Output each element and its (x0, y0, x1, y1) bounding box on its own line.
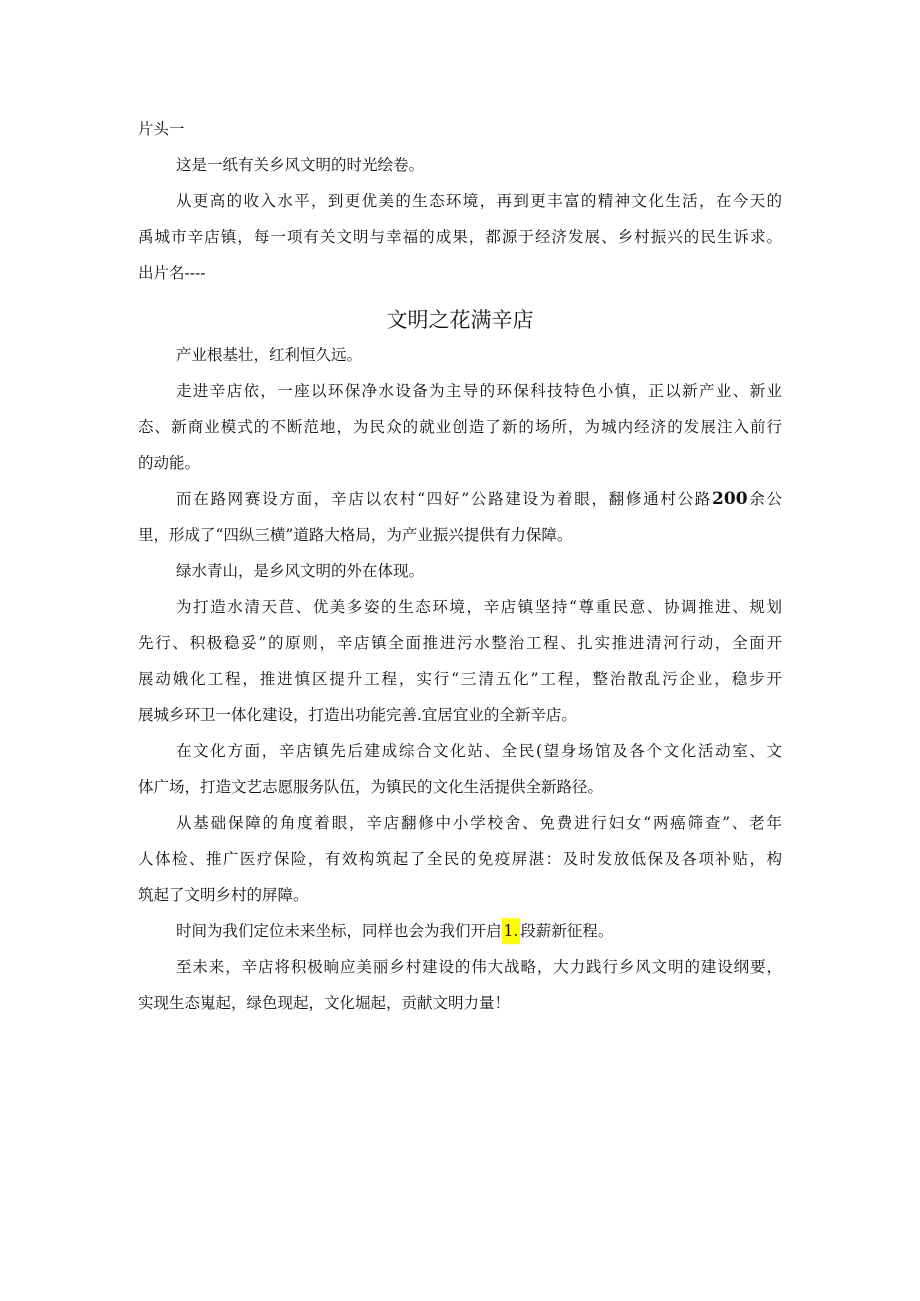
paragraph-line: 人体检、推广医疗保险，有效构筑起了全民的免疫屏湛：及时发放低保及各项补贴，构 (138, 850, 782, 868)
paragraph-line: 里，形成了“四纵三横”道路大格局，为产业振兴提供有力保障。 (138, 526, 573, 544)
paragraph-line: 态、新商业模式的不断范地，为民众的就业创造了新的场所，为城内经济的发展注入前行 (138, 418, 782, 436)
paragraph-line: 实现生态嵬起，绿色现起，文化堀起，贡献文明力量！ (138, 994, 511, 1012)
paragraph-line: 展城乡环卫一体化建设，打造出功能完善.宜居宜业的全新辛店。 (138, 706, 577, 724)
paragraph-line: 展动娥化工程，推进慎区提升工程，实行“三清五化”工程，整治散乱污企业，稳步开 (138, 670, 782, 688)
section-heading: 绿水青山，是乡风文明的外在体现。 (176, 562, 425, 580)
page-title: 文明之花满辛店 (386, 308, 534, 332)
paragraph-line: 为打造水清天苣、优美多姿的生态环境，辛店镇坚持“尊重民意、协调推进、规划 (176, 598, 782, 616)
intro-paragraph-line: 从更高的收入水平，到更优美的生态环境，再到更丰富的精神文化生活，在今天的 (176, 192, 782, 210)
paragraph-line (176, 489, 782, 509)
section-heading: 产业根基壮，红利恒久远。 (176, 346, 363, 364)
paragraph-line: 筑起了文明乡村的屏障。 (138, 886, 309, 904)
title-marker: 出片名---- (138, 264, 206, 282)
paragraph-line (176, 921, 613, 941)
paragraph-line: 从基础保障的角度着眼，辛店翻修中小学校舍、免费进行妇女“两癌筛查”、老年 (176, 814, 782, 832)
intro-label: 片头一 (138, 120, 185, 138)
highlighted-text: 1. (502, 918, 521, 944)
intro-line: 这是一纸有关乡风文明的时光绘卷。 (176, 156, 425, 174)
paragraph-line: 先行、积极稳妥”的原则，辛店镇全面推进污水整治工程、扎实推进清河行动，全面开 (138, 634, 782, 652)
paragraph-line: 在文化方面，辛店镇先后建成综合文化站、全民(望身场馆及各个文化活动室、文 (176, 742, 782, 760)
paragraph-text: 余公 (747, 490, 782, 508)
intro-paragraph-line: 禹城市辛店镇，每一项有关文明与幸福的成果，都源于经济发展、乡村振兴的民生诉求。 (138, 228, 782, 246)
road-length-value: 200 (712, 489, 748, 509)
paragraph-line: 至未来，辛店将积极晌应美丽乡村建设的伟大战略，大力践行乡风文明的建设纲要， (176, 958, 782, 976)
paragraph-text: 而在路网赛设方面，辛店以农村“四好”公路建设为着眼，翻修通村公路 (176, 490, 713, 508)
paragraph-text: 时间为我们定位未来坐标，同样也会为我们开启 (176, 922, 502, 940)
paragraph-line: 体广场，打造文艺志愿服务队伍，为镇民的文化生活提供全新路径。 (138, 778, 604, 796)
paragraph-line: 走进辛店依，一座以环保净水设备为主导的环保科技特色小慎，正以新产业、新业 (176, 382, 782, 400)
paragraph-text: 段薪新征程。 (520, 922, 614, 940)
paragraph-line: 的动能。 (138, 454, 201, 472)
